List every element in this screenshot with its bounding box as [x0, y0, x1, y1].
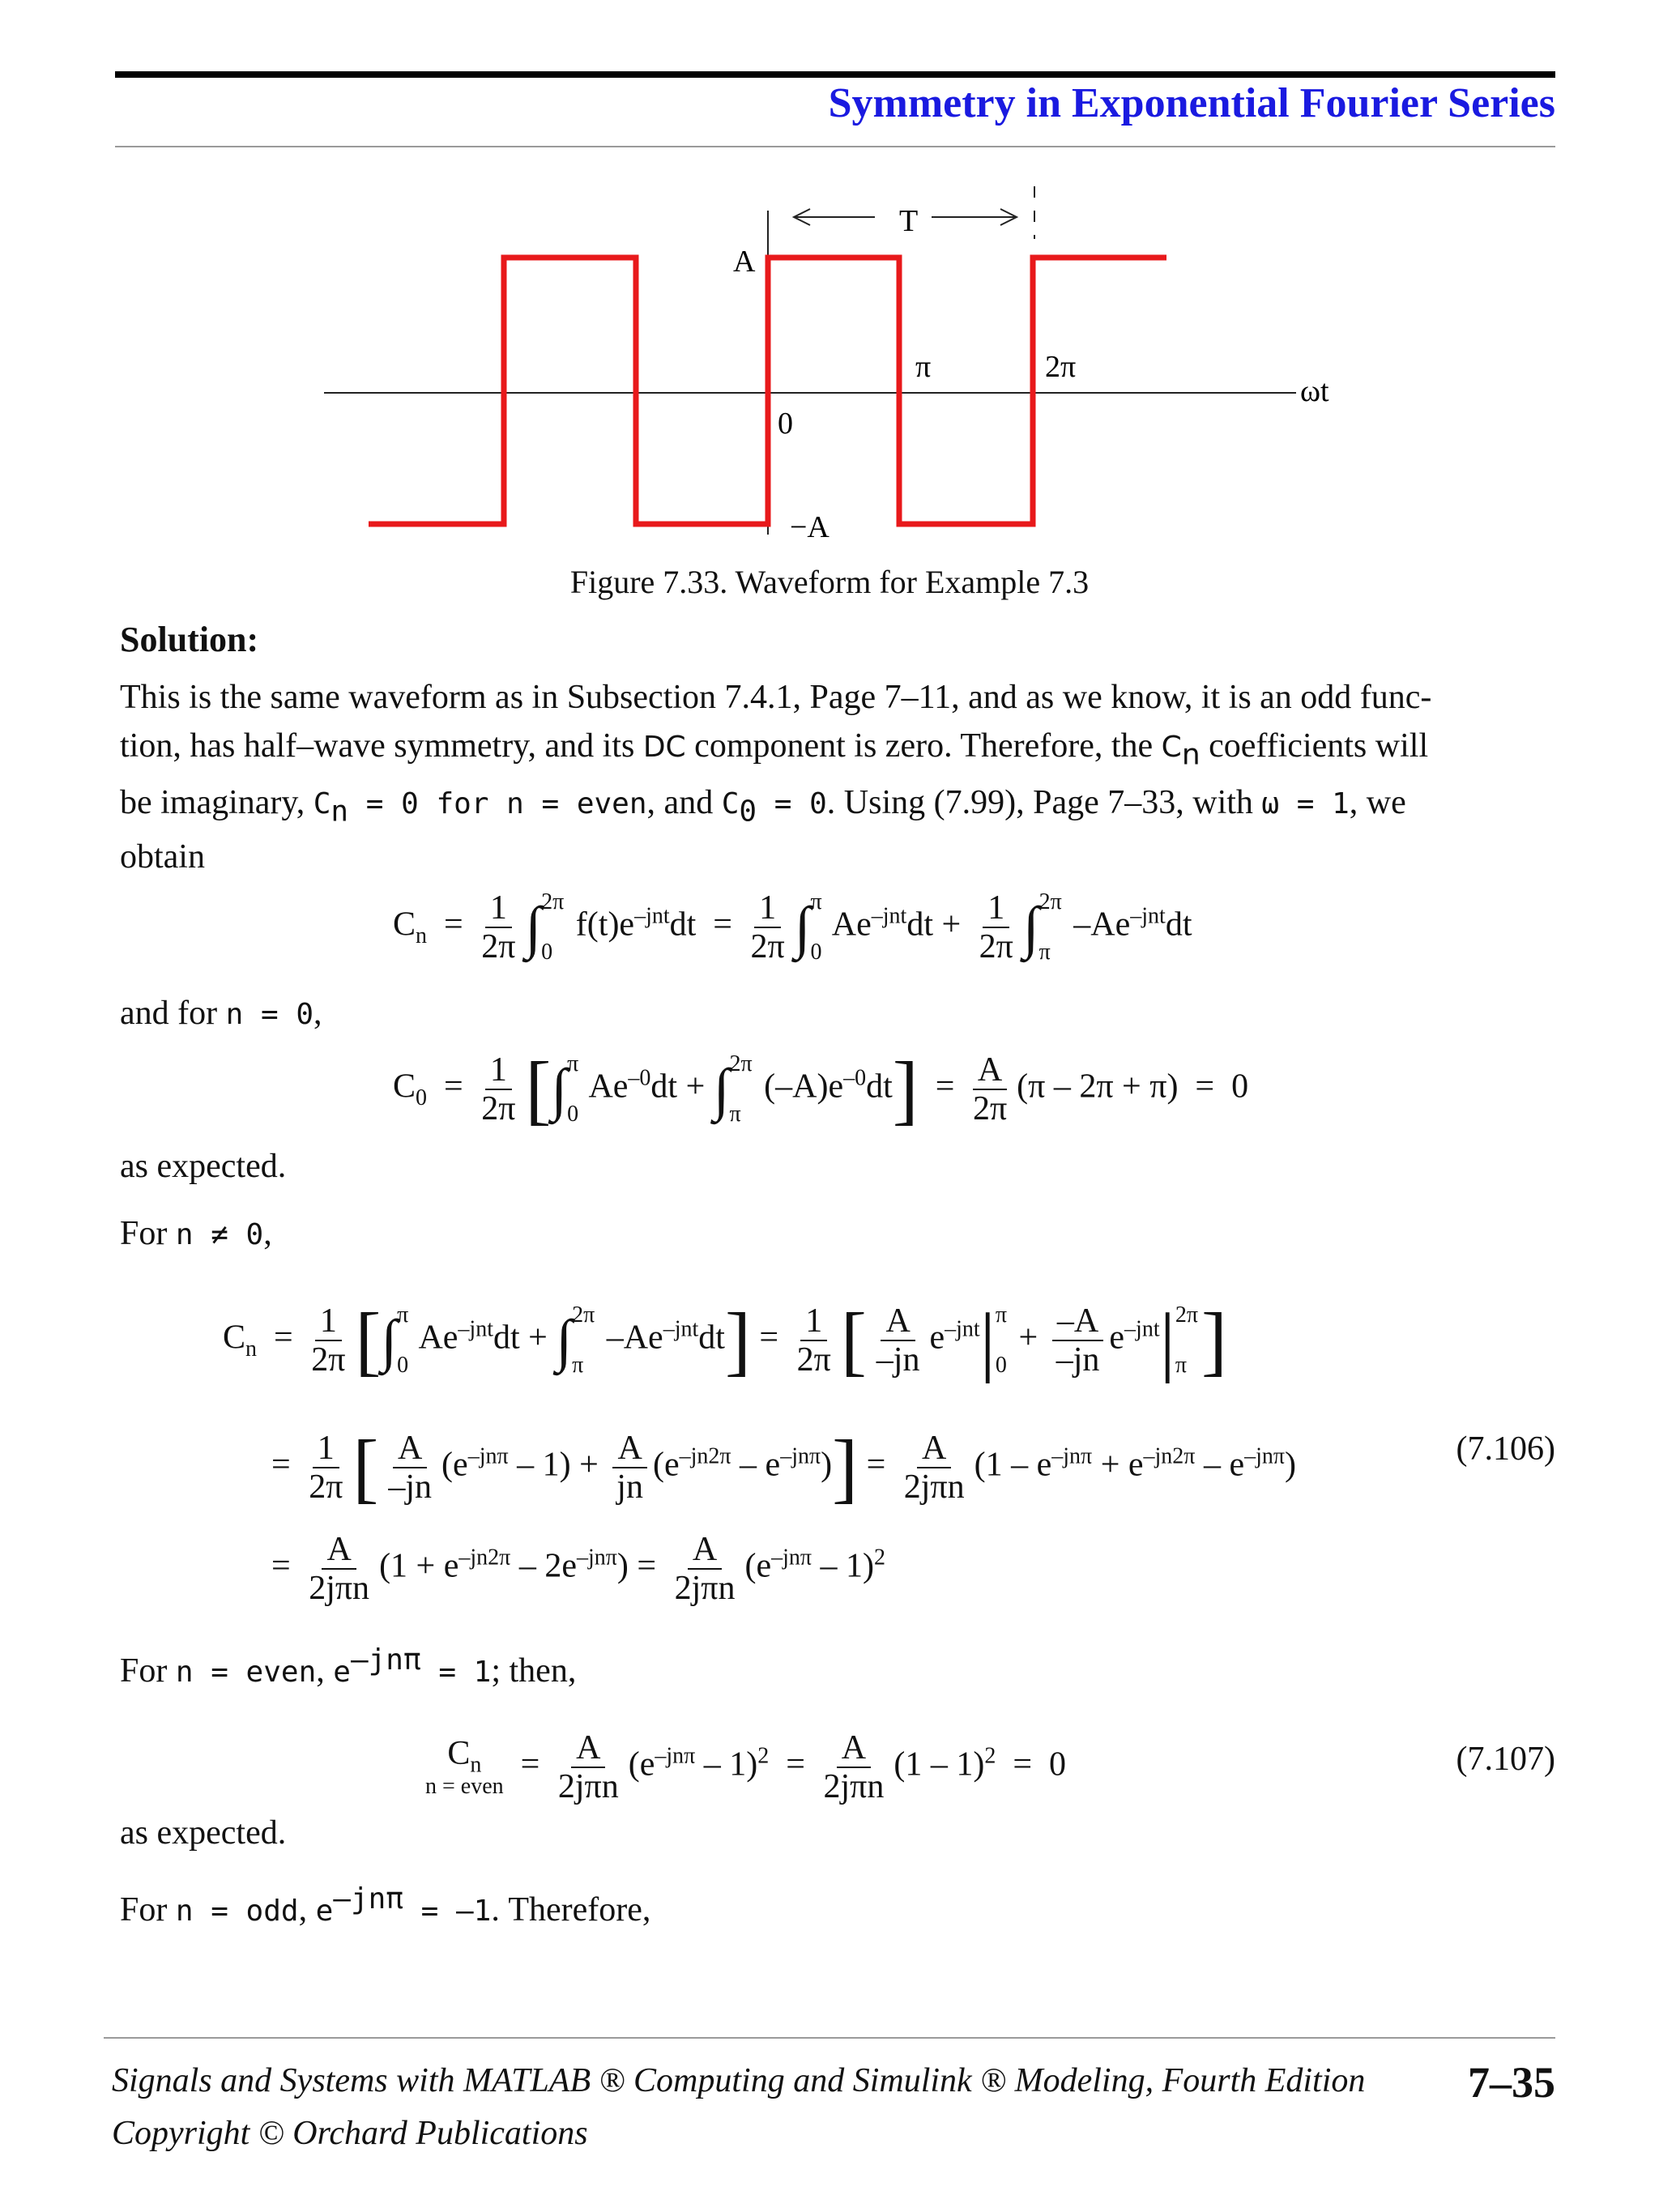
label-two-pi: 2π — [1045, 350, 1077, 384]
paragraph-1-line-4: obtain — [120, 838, 205, 876]
equation-c0: $C_0$ = $\frac{1}{2\pi}$ [∫ π 0 $Ae^{-0}dt$ + ∫ 2π π $(-A)e^{-0}dt$] = $\frac{A}{2\pi}$ (π – 2π + π) = 0 — [393, 1046, 1249, 1132]
waveform-figure — [0, 162, 1659, 551]
for-n-not-zero: For n ≠ 0, — [120, 1215, 272, 1252]
footer-copyright: Copyright © Orchard Publications — [112, 2115, 588, 2152]
label-neg-amplitude: −A — [790, 510, 830, 544]
footer-rule — [104, 2037, 1555, 2039]
equation-cn-step-2: = $\frac{1}{2\pi}$ [ $\frac{A}{-jn}$ $(e^{-jn\pi} - 1)$ + $\frac{A}{jn}$ $(e^{-jn2\pi} - e^{-jn\pi})$] = $\frac{A}{\text{2jπn}}$ $(1 - e^{-jn\pi} + e^{-jn2\pi} - e^{-jn\pi})$ — [271, 1424, 1297, 1511]
section-title: Symmetry in Exponential Fourier Series — [828, 80, 1555, 126]
paragraph-1-line-3: be imaginary, $C_n = 0$ for n = even, and $C_0 = 0$. Using (7.99), Page 7–33, with ω = 1, we — [120, 784, 1406, 829]
label-amplitude: A — [733, 245, 756, 279]
label-period: T — [899, 204, 919, 238]
equation-cn-even: $C_n$ n = even = $\frac{A}{\text{2jπn}}$ $(e^{-jn\pi} - 1)^2$ = $\frac{A}{\text{2jπn}}$ (1 – 1)$^2$ = 0 — [425, 1729, 1067, 1805]
label-origin: 0 — [778, 407, 793, 441]
page-number: 7–35 — [1468, 2058, 1555, 2107]
equation-number-107: (7.107) — [1456, 1741, 1555, 1778]
equation-cn-evaluation: $C_n$ = $\frac{1}{2\pi}$ [∫ π 0 $Ae^{-jnt}dt$ + ∫ 2π π $-Ae^{-jnt}dt$] = $\frac{1}{2\pi}$ [ $\frac{A}{-jn}$ $e^{-jnt}|$ π 0 + $\frac{-A}{-jn}$ $e^{-jnt}|$ 2π π ] — [223, 1297, 1227, 1383]
equation-number-106: (7.106) — [1456, 1430, 1555, 1468]
equation-cn-integral: $C_n$ = $\frac{1}{2\pi}$ ∫ 2π 0 $f(t)e^{-jnt}dt$ = $\frac{1}{2\pi}$ ∫ π 0 $Ae^{-jnt}dt$ + $\frac{1}{2\pi}$ ∫ 2π π $-Ae^{-jnt}dt$ — [393, 889, 1192, 965]
as-expected-1: as expected. — [120, 1148, 287, 1185]
footer-book-title: Signals and Systems with MATLAB ® Computing and Simulink ® Modeling, Fourth Edition — [112, 2062, 1366, 2099]
header-top-rule — [115, 71, 1555, 78]
solution-heading: Solution: — [120, 620, 259, 659]
for-n-even: For n = even, $e^{-jn\pi} = 1$; then, — [120, 1643, 577, 1690]
label-omega-t: ωt — [1300, 374, 1329, 408]
header-bottom-rule — [115, 146, 1555, 147]
figure-caption: Figure 7.33. Waveform for Example 7.3 — [569, 564, 1090, 600]
square-waveform — [369, 258, 1166, 524]
and-for-n-zero: and for n = 0, — [120, 995, 322, 1032]
label-pi: π — [915, 350, 932, 384]
equation-cn-step-3: = $\frac{A}{\text{2jπn}}$ $(1 + e^{-jn2\pi} - 2e^{-jn\pi})$ = $\frac{A}{\text{2jπn}}$ $(e^{-jn\pi} - 1)^2$ — [271, 1531, 886, 1607]
for-n-odd: For n = odd, $e^{-jn\pi} = -1$. Therefore, — [120, 1882, 651, 1929]
paragraph-1-line-2: tion, has half–wave symmetry, and its DC component is zero. Therefore, the $C_n$ coefficients will — [120, 727, 1429, 772]
paragraph-1-line-1: This is the same waveform as in Subsection 7.4.1, Page 7–11, and as we know, it is an odd func- — [120, 679, 1432, 716]
as-expected-2: as expected. — [120, 1814, 287, 1852]
